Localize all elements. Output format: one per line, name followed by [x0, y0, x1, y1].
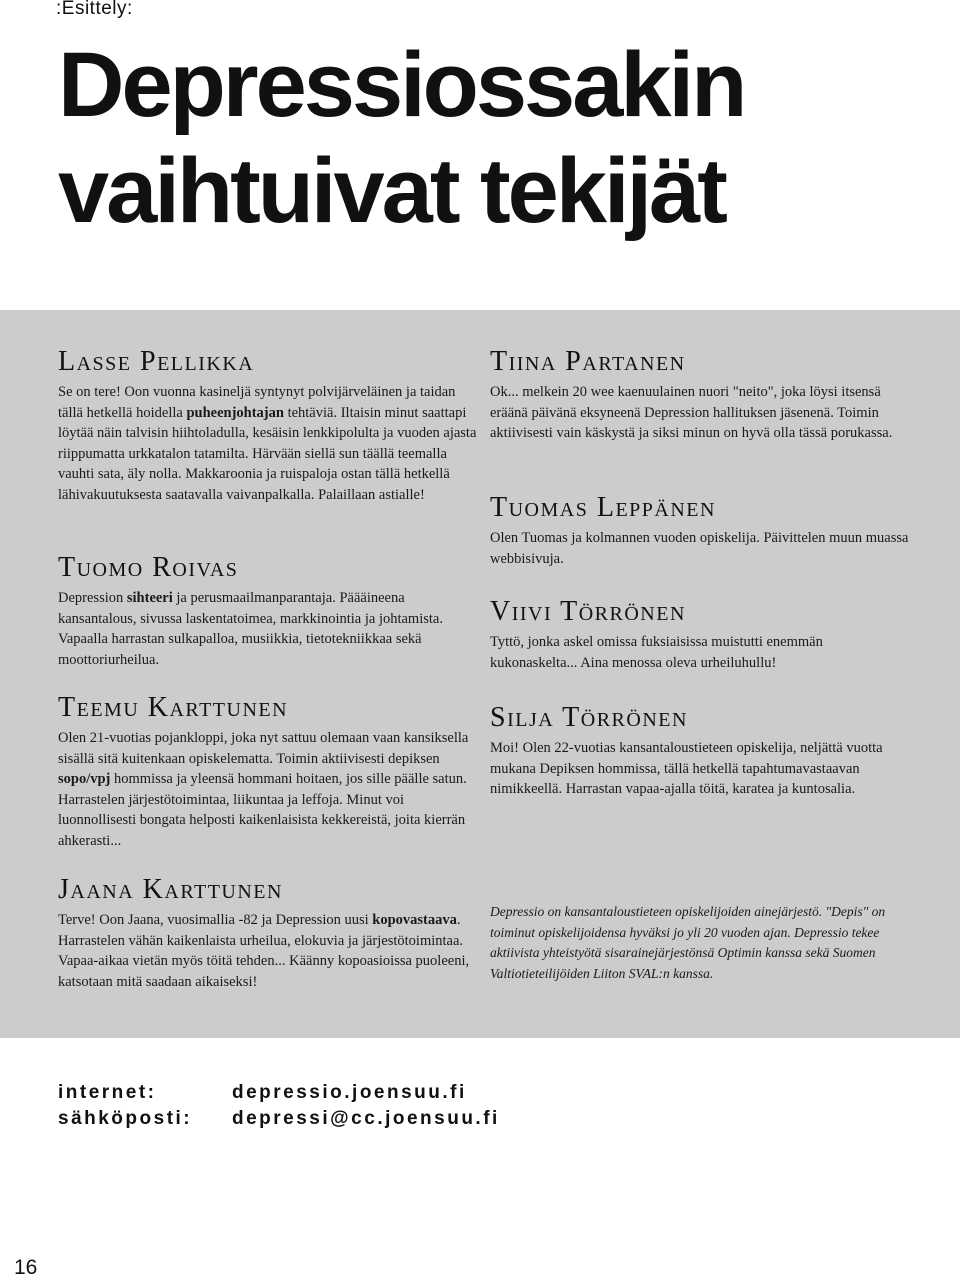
internet-link[interactable]: depressio.joensuu.fi: [232, 1082, 467, 1103]
profile-name: Tuomas Leppänen: [490, 492, 716, 523]
email-row: [58, 1106, 500, 1132]
profile-text: Se on tere! Oon vuonna kasineljä syntynyt polvijärveläinen ja taidan tällä hetkellä hoidella puheenjohtajan tehtäviä. Iltaisin minut saattapi löytää näin talvisin hiihtoladulla, kesäisin lenkkipolulta ja vuoden ajasta riippumatta urkkatalon tatamilta. Härvään siellä sun täällä teemalla vauhti sata, äly nolla. Makkaroonia ja ruispaloja ostan tällä hetkellä lähivakuutuksesta saatavalla vaivanpalkalla. Palaillaan astialle!: [58, 384, 477, 503]
profile-text: Olen Tuomas ja kolmannen vuoden opiskelija. Päivittelen muun muassa webbisivuja.: [490, 530, 909, 567]
profile-tuomas-leppanen: [490, 494, 910, 569]
email-label: sähköposti:: [58, 1108, 193, 1129]
email-link[interactable]: depressi@cc.joensuu.fi: [232, 1108, 500, 1129]
profile-tiina-partanen: [490, 348, 910, 444]
organization-note: Depressio on kansantaloustieteen opiskelijoiden ainejärjestö. "Depis" on toiminut opiskelijoidensa hyväksi jo yli 20 vuoden ajan. Depressio tekee aktiivista yhteistyötä sisarainejärjestönsä Optimin kanssa sekä Suomen Valtiotieteilijöiden Liiton SVAL:n kanssa.: [490, 904, 886, 981]
profile-text: Olen 21-vuotias pojankloppi, joka nyt sattuu olemaan vaan kansiksella sisällä sitä kuitenkaan opiskelematta. Toimin aktiivisesti depiksen sopo/vpj hommissa ja yleensä hommani hoitaen, jos sille päälle satun. Harrastelen järjestötoimintaa, liikuntaa ja leffoja. Minut voi luonnollisesti bongata helposti kaikenlaisista kekkereistä, joita kierrän ahkerasti...: [58, 730, 469, 849]
internet-label: internet:: [58, 1082, 157, 1103]
contact-info: [58, 1080, 500, 1132]
profile-text: Terve! Oon Jaana, vuosimallia -82 ja Depression uusi kopovastaava. Harrastelen vähän kaikenlaista urheilua, elokuvia ja järjestötoimintaa. Vapaa-aikaa vietän myös töitä tehden... Käänny kopoasioissa puoleeni, katsotaan mitä saadaan aikaiseksi!: [58, 912, 470, 990]
profile-name: Lasse Pellikka: [58, 346, 255, 377]
profile-text: Ok... melkein 20 wee kaenuulainen nuori "neito", joka löysi itsensä eräänä päivänä eksyneenä Depression hallituksen jäsenenä. Toimin aktiivisesti vain käskystä ja siksi minun on hyvä olla tässä porukassa.: [490, 384, 893, 441]
profile-name: Teemu Karttunen: [58, 692, 289, 723]
profile-name: Tiina Partanen: [490, 346, 686, 377]
profile-text: Depression sihteeri ja perusmaailmanparantaja. Päääineena kansantalous, sivussa laskentatoimea, markkinointia ja johtamista. Vapaalla harrastan sulkapalloa, musiikkia, tietotekniikkaa sekä moottoriurheilua.: [58, 590, 443, 668]
profile-text: Moi! Olen 22-vuotias kansantaloustieteen opiskelija, neljättä vuotta mukana Depiksen hommissa, tällä hetkellä tapahtumavastaavan nimikkeellä. Harrastan vapaa-ajalla töitä, karatea ja kuntosalia.: [490, 740, 883, 797]
page-title: [58, 32, 744, 244]
section-label: :Esittely:: [56, 0, 133, 19]
profile-tuomo-roivas: [58, 554, 478, 670]
profile-teemu-karttunen: [58, 694, 478, 851]
profile-viivi-torronen: [490, 598, 910, 673]
profile-name: Jaana Karttunen: [58, 874, 283, 905]
title-line-2: vaihtuivat tekijät: [58, 140, 725, 242]
profile-name: Tuomo Roivas: [58, 552, 239, 583]
title-line-1: Depressiossakin: [58, 34, 745, 136]
page-number: 16: [14, 1256, 38, 1279]
profile-name: Viivi Törrönen: [490, 596, 686, 627]
profile-lasse-pellikka: [58, 348, 478, 505]
profile-jaana-karttunen: [58, 876, 478, 992]
profile-name: Silja Törrönen: [490, 702, 688, 733]
profile-silja-torronen: [490, 704, 910, 800]
internet-row: [58, 1080, 500, 1106]
profile-text: Tyttö, jonka askel omissa fuksiaisissa muistutti enemmän kukonaskelta... Aina menossa oleva urheiluhullu!: [490, 634, 823, 671]
